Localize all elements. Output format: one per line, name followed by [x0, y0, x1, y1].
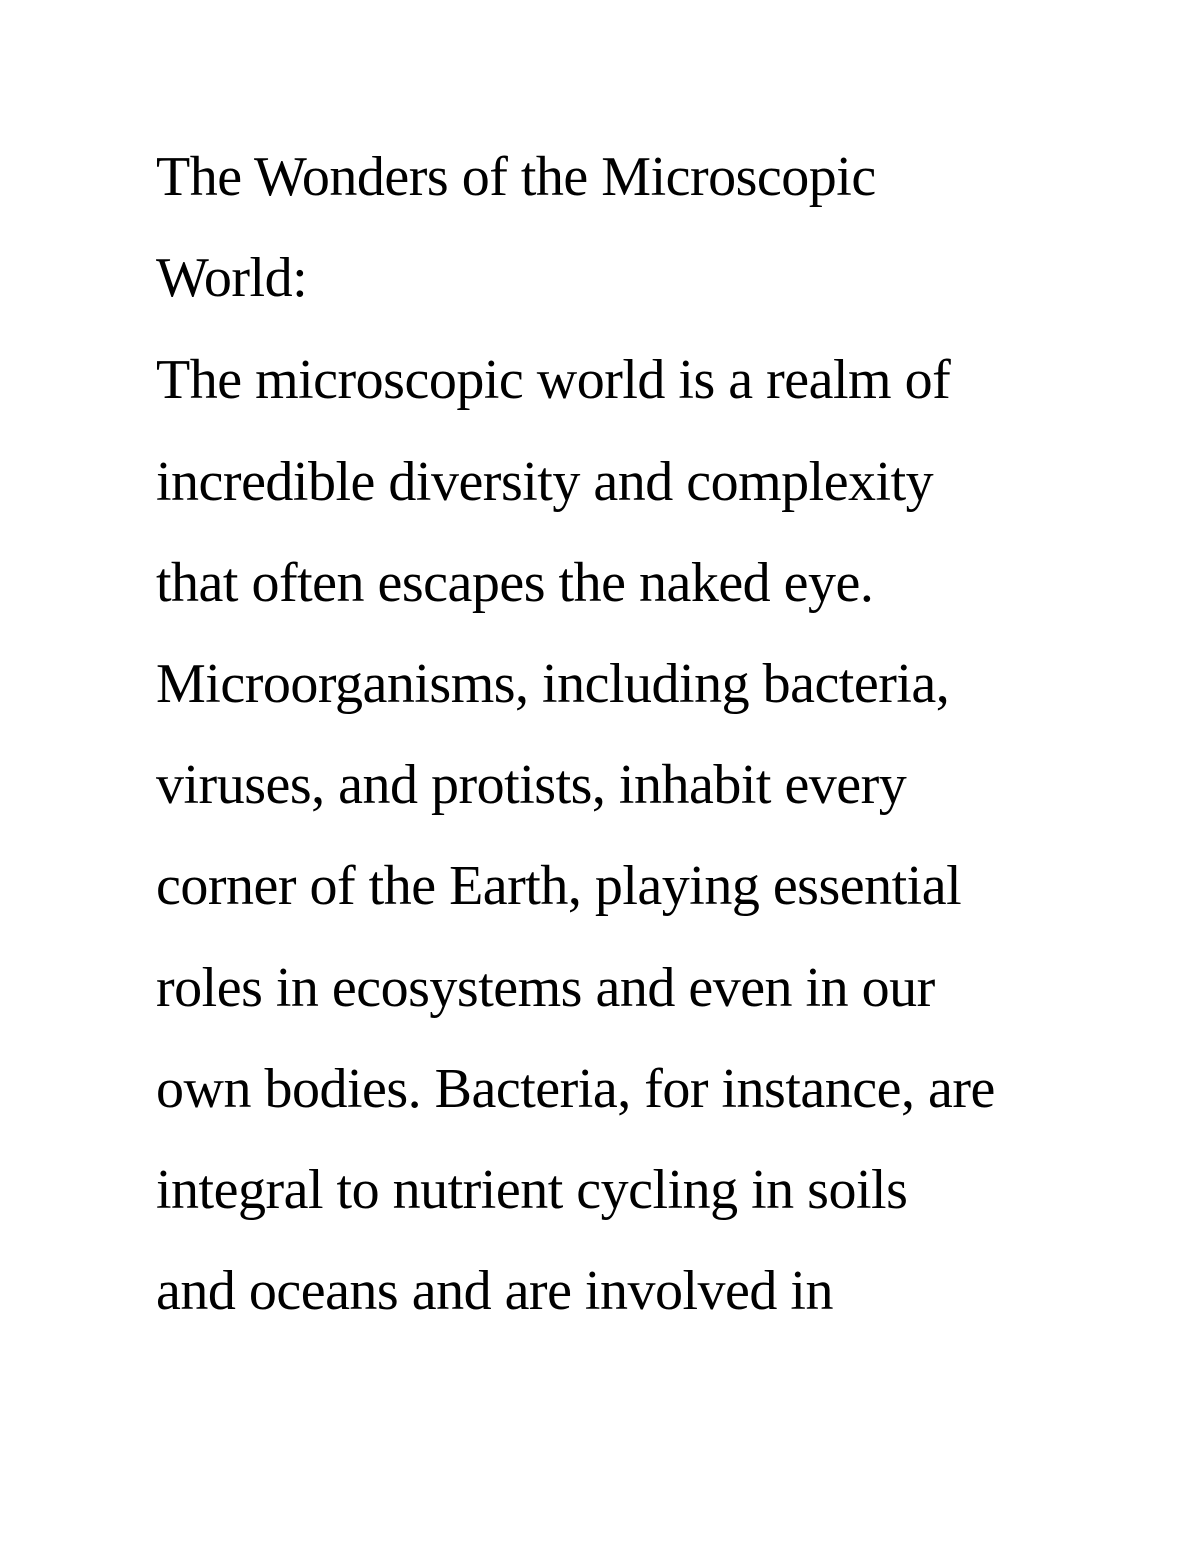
- body-line-1: The microscopic world is a realm of: [156, 349, 951, 411]
- body-line-10: and oceans and are involved in: [156, 1260, 833, 1322]
- body-line-3: that often escapes the naked eye.: [156, 552, 874, 614]
- title-line-2: World:: [156, 247, 308, 309]
- body-line-9: integral to nutrient cycling in soils: [156, 1159, 908, 1221]
- body-line-8: own bodies. Bacteria, for instance, are: [156, 1058, 995, 1120]
- body-line-4: Microorganisms, including bacteria,: [156, 653, 950, 715]
- title-line-1: The Wonders of the Microscopic: [156, 146, 876, 208]
- body-line-2: incredible diversity and complexity: [156, 451, 934, 513]
- body-line-6: corner of the Earth, playing essential: [156, 855, 962, 917]
- body-line-7: roles in ecosystems and even in our: [156, 957, 935, 1019]
- body-line-5: viruses, and protists, inhabit every: [156, 754, 907, 816]
